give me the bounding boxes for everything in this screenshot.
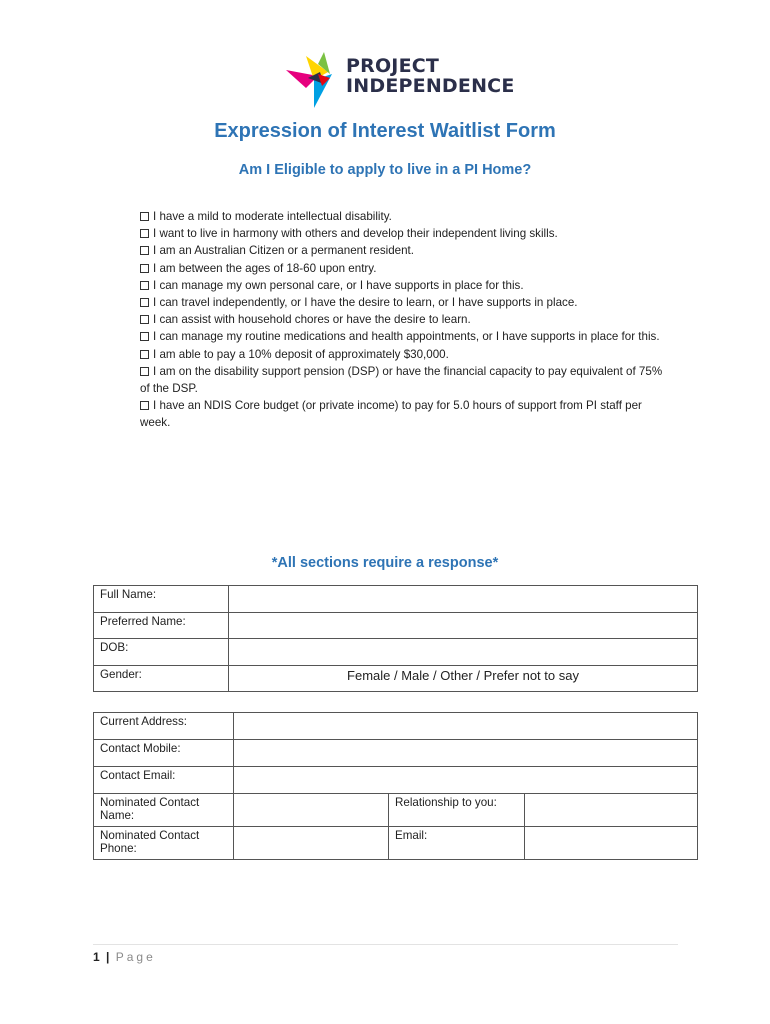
nominated-email-label: Email: <box>389 827 525 860</box>
logo-wordmark <box>346 56 515 96</box>
checklist-item <box>140 277 670 294</box>
logo-mark-icon <box>284 50 344 112</box>
checkbox[interactable] <box>140 367 149 376</box>
checklist-item-text: I have an NDIS Core budget (or private income) to pay for 5.0 hours of support from PI staff per week. <box>140 399 642 430</box>
checkbox[interactable] <box>140 350 149 359</box>
checklist-item-text: I can manage my own personal care, or I have supports in place for this. <box>153 278 524 292</box>
preferred-name-label: Preferred Name: <box>94 612 229 639</box>
checkbox[interactable] <box>140 401 149 410</box>
table-row <box>94 665 698 692</box>
page-title: Expression of Interest Waitlist Form <box>214 120 556 142</box>
gender-label: Gender: <box>94 665 229 692</box>
checklist-item-text: I can assist with household chores or have the desire to learn. <box>153 313 471 327</box>
checklist-item <box>140 242 670 259</box>
checklist-item-text: I am between the ages of 18-60 upon entry. <box>153 261 377 275</box>
contact-mobile-label: Contact Mobile: <box>94 740 234 767</box>
table-row <box>94 586 698 613</box>
preferred-name-field[interactable] <box>229 612 698 639</box>
nominated-contact-phone-field[interactable] <box>234 827 389 860</box>
table-row <box>94 713 698 740</box>
checklist-item <box>140 346 670 363</box>
checklist-item-text: I am on the disability support pension (DSP) or have the financial capacity to pay equivalent of 75% of the DSP. <box>140 364 663 396</box>
gender-options[interactable]: Female / Male / Other / Prefer not to say <box>229 665 698 692</box>
footer-separator: | <box>106 950 110 964</box>
current-address-field[interactable] <box>234 713 698 740</box>
table-row <box>94 827 698 860</box>
checklist-item <box>140 311 670 328</box>
checklist-item <box>140 225 670 242</box>
table-row <box>94 740 698 767</box>
checklist-item <box>140 328 670 345</box>
checklist-item-text: I have a mild to moderate intellectual disability. <box>153 210 392 223</box>
checkbox[interactable] <box>140 229 149 238</box>
checklist-item <box>140 294 670 311</box>
checkbox[interactable] <box>140 298 149 307</box>
nominated-contact-name-label: Nominated Contact Name: <box>94 794 234 827</box>
eligibility-heading: Am I Eligible to apply to live in a PI Home? <box>238 162 532 178</box>
full-name-field[interactable] <box>229 586 698 613</box>
checklist-item-text: I want to live in harmony with others and develop their independent living skills. <box>153 227 558 241</box>
checklist-item <box>140 208 670 225</box>
footer-divider <box>93 944 678 945</box>
contact-mobile-field[interactable] <box>234 740 698 767</box>
contact-email-field[interactable] <box>234 767 698 794</box>
required-note: *All sections require a response* <box>271 555 499 571</box>
contact-details-table <box>93 712 698 860</box>
table-row <box>94 639 698 666</box>
checklist-item-text: I am an Australian Citizen or a permanent resident. <box>153 244 414 258</box>
checkbox[interactable] <box>140 264 149 273</box>
contact-email-label: Contact Email: <box>94 767 234 794</box>
full-name-label: Full Name: <box>94 586 229 613</box>
table-row <box>94 612 698 639</box>
checkbox[interactable] <box>140 212 149 221</box>
checklist-item <box>140 260 670 277</box>
relationship-field[interactable] <box>525 794 698 827</box>
checklist-item-text: I am able to pay a 10% deposit of approximately $30,000. <box>153 347 449 361</box>
checkbox[interactable] <box>140 246 149 255</box>
relationship-label: Relationship to you: <box>389 794 525 827</box>
checklist-item <box>140 397 670 431</box>
checkbox[interactable] <box>140 315 149 324</box>
nominated-contact-name-field[interactable] <box>234 794 389 827</box>
checklist-item <box>140 363 670 397</box>
project-independence-logo <box>284 50 515 112</box>
dob-label: DOB: <box>94 639 229 666</box>
page-number: 1 <box>93 950 100 964</box>
personal-details-table <box>93 585 698 692</box>
nominated-email-field[interactable] <box>525 827 698 860</box>
checklist-item-text: I can manage my routine medications and health appointments, or I have supports in place for this. <box>153 330 660 344</box>
checkbox[interactable] <box>140 332 149 341</box>
logo-line-1: PROJECT <box>346 55 440 77</box>
checkbox[interactable] <box>140 281 149 290</box>
eligibility-checklist <box>140 208 670 432</box>
table-row <box>94 767 698 794</box>
table-row <box>94 794 698 827</box>
current-address-label: Current Address: <box>94 713 234 740</box>
page-word: Page <box>115 950 156 964</box>
logo-line-2: INDEPENDENCE <box>346 75 515 97</box>
checklist-item-text: I can travel independently, or I have the desire to learn, or I have supports in place. <box>153 296 578 310</box>
dob-field[interactable] <box>229 639 698 666</box>
nominated-contact-phone-label: Nominated Contact Phone: <box>94 827 234 860</box>
page-footer <box>93 950 156 964</box>
